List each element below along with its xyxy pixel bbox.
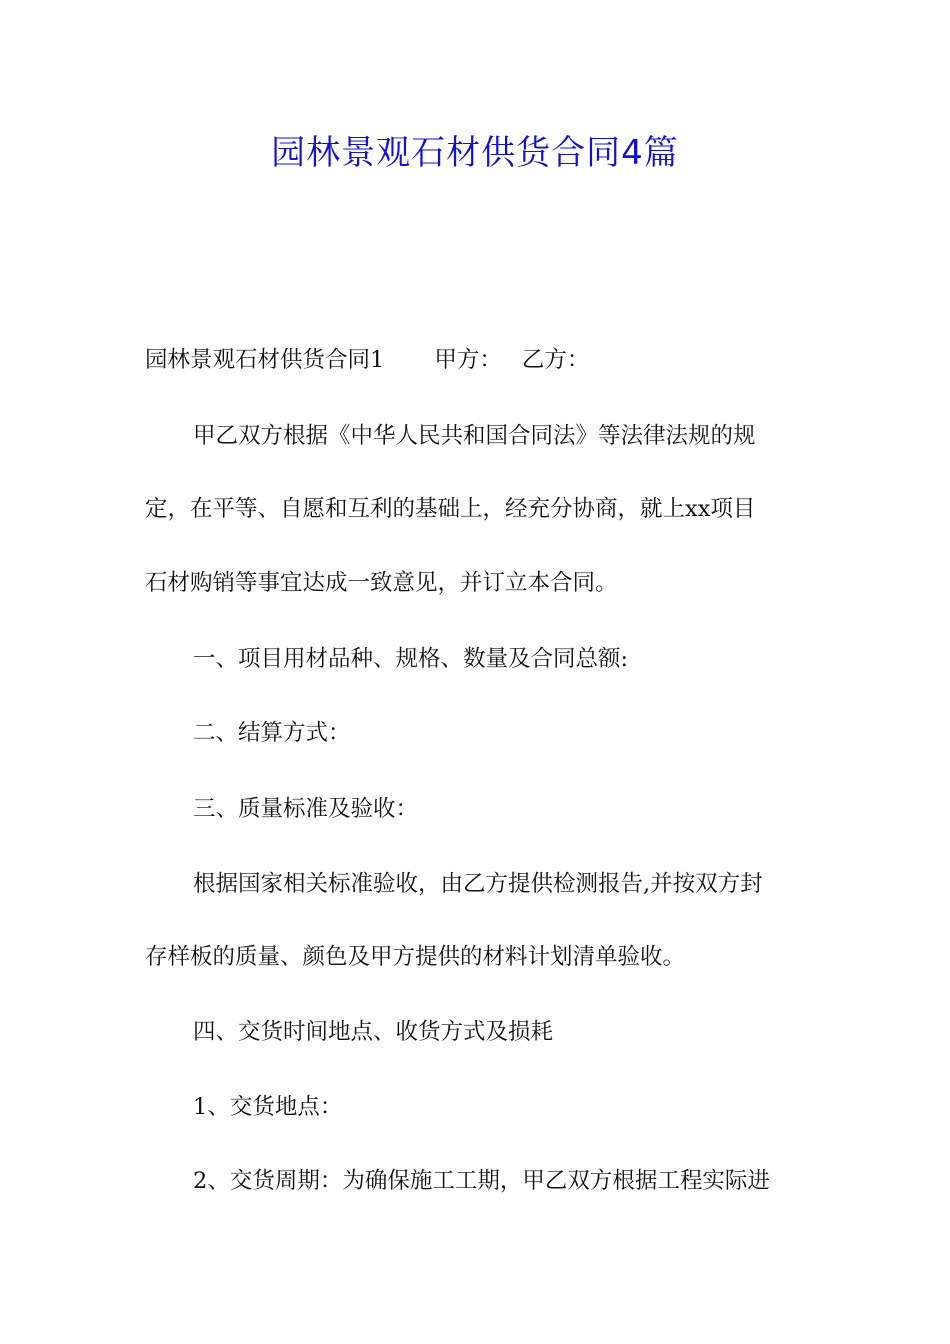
section-heading-4: 四、交货时间地点、收货方式及损耗	[193, 1019, 554, 1045]
contract-header-line	[145, 345, 815, 375]
list-item: 1、交货地点：	[193, 1094, 343, 1120]
list-item: 2、交货周期：为确保施工工期，甲乙双方根据工程实际进	[193, 1168, 770, 1194]
party-b-label: 乙方：	[521, 347, 590, 373]
contract-name: 园林景观石材供货合同1	[145, 347, 385, 373]
section-heading-2: 二、结算方式：	[193, 720, 351, 746]
party-a-label: 甲方：	[434, 347, 502, 373]
paragraph-line: 存样板的质量、颜色及甲方提供的材料计划清单验收。	[145, 944, 686, 970]
paragraph-line: 甲乙双方根据《中华人民共和国合同法》等法律法规的规	[193, 423, 756, 449]
paragraph-line: 石材购销等事宜达成一致意见，并订立本合同。	[145, 570, 618, 596]
paragraph-line: 根据国家相关标准验收，由乙方提供检测报告,并按双方封	[193, 871, 763, 897]
section-heading-3: 三、质量标准及验收：	[193, 796, 419, 822]
paragraph-line: 定，在平等、自愿和互利的基础上，经充分协商，就上xx项目	[145, 496, 756, 522]
document-title: 园林景观石材供货合同4篇	[271, 133, 679, 173]
section-heading-1: 一、项目用材品种、规格、数量及合同总额:	[193, 646, 629, 672]
